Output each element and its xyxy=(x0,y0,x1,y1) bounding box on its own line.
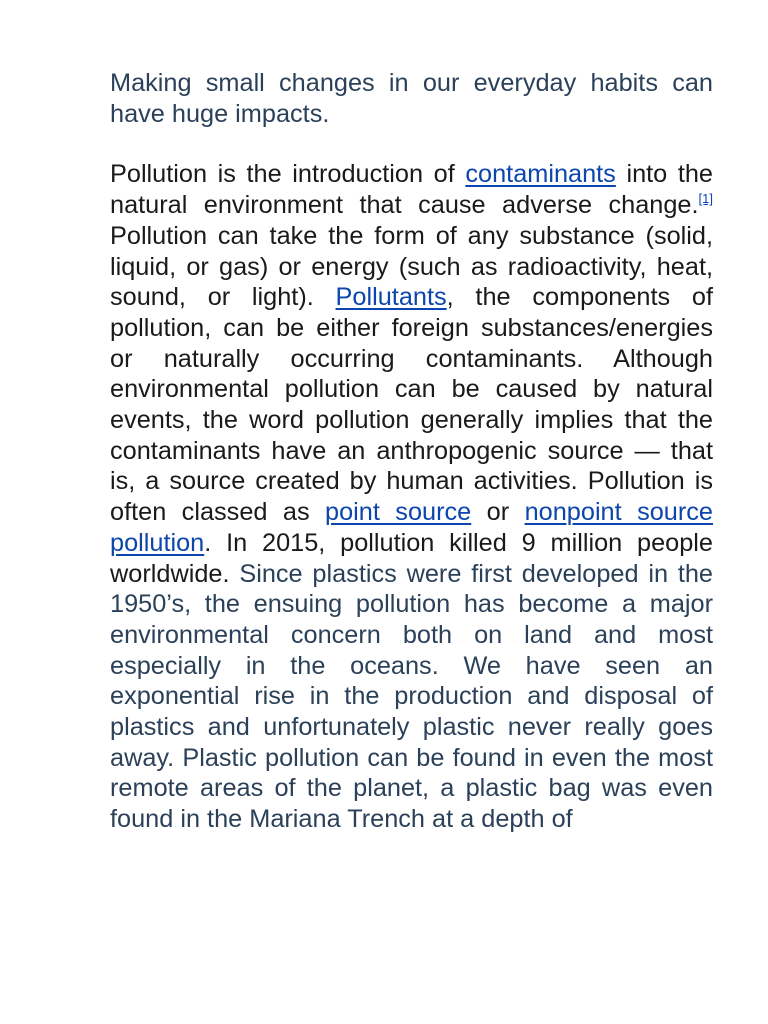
paragraph-text: , the components of pollution, can be either foreign substances/energies or naturally occurring contaminants. Although environmental pollution can be caused by natural events, the word pollution generally implies that the contaminants have an anthropogenic source — that is, a source created by human activities. Pollution is often classed as xyxy=(110,283,713,527)
citation-link[interactable]: [1] xyxy=(698,191,713,207)
paragraph-text: Pollution can take the form of any substance (solid, liquid, or gas) or energy (such as radioactivity, heat, sound, or light). xyxy=(110,221,713,312)
point-source-link[interactable]: point source xyxy=(325,498,472,527)
pollutants-link[interactable]: Pollutants xyxy=(335,283,447,312)
paragraph-text: into the natural environment that cause adverse change. xyxy=(110,160,714,220)
paragraph-text: Pollution is the introduction of xyxy=(110,160,466,189)
document-page xyxy=(110,68,713,835)
contaminants-link[interactable]: contaminants xyxy=(465,160,616,189)
citation-superscript xyxy=(699,191,713,206)
nonpoint-source-pollution-link[interactable]: nonpoint source pollution xyxy=(110,498,714,557)
paragraph-text: or xyxy=(471,498,525,527)
plastics-text: Since plastics were first developed in the 1950’s, the ensuing pollution has become a major environmental concern both on land and most especially in the oceans. We have seen an exponential rise in the production and disposal of plastics and unfortunately plastic never really goes away. Plastic pollution can be found in even the most remote areas of the planet, a plastic bag was even found in the Mariana Trench at a depth of xyxy=(110,559,713,834)
intro-text: Making small changes in our everyday habits can have huge impacts. xyxy=(110,69,713,128)
paragraph-text: . In 2015, pollution killed 9 million people worldwide. xyxy=(110,528,713,588)
pollution-paragraph xyxy=(110,159,713,834)
